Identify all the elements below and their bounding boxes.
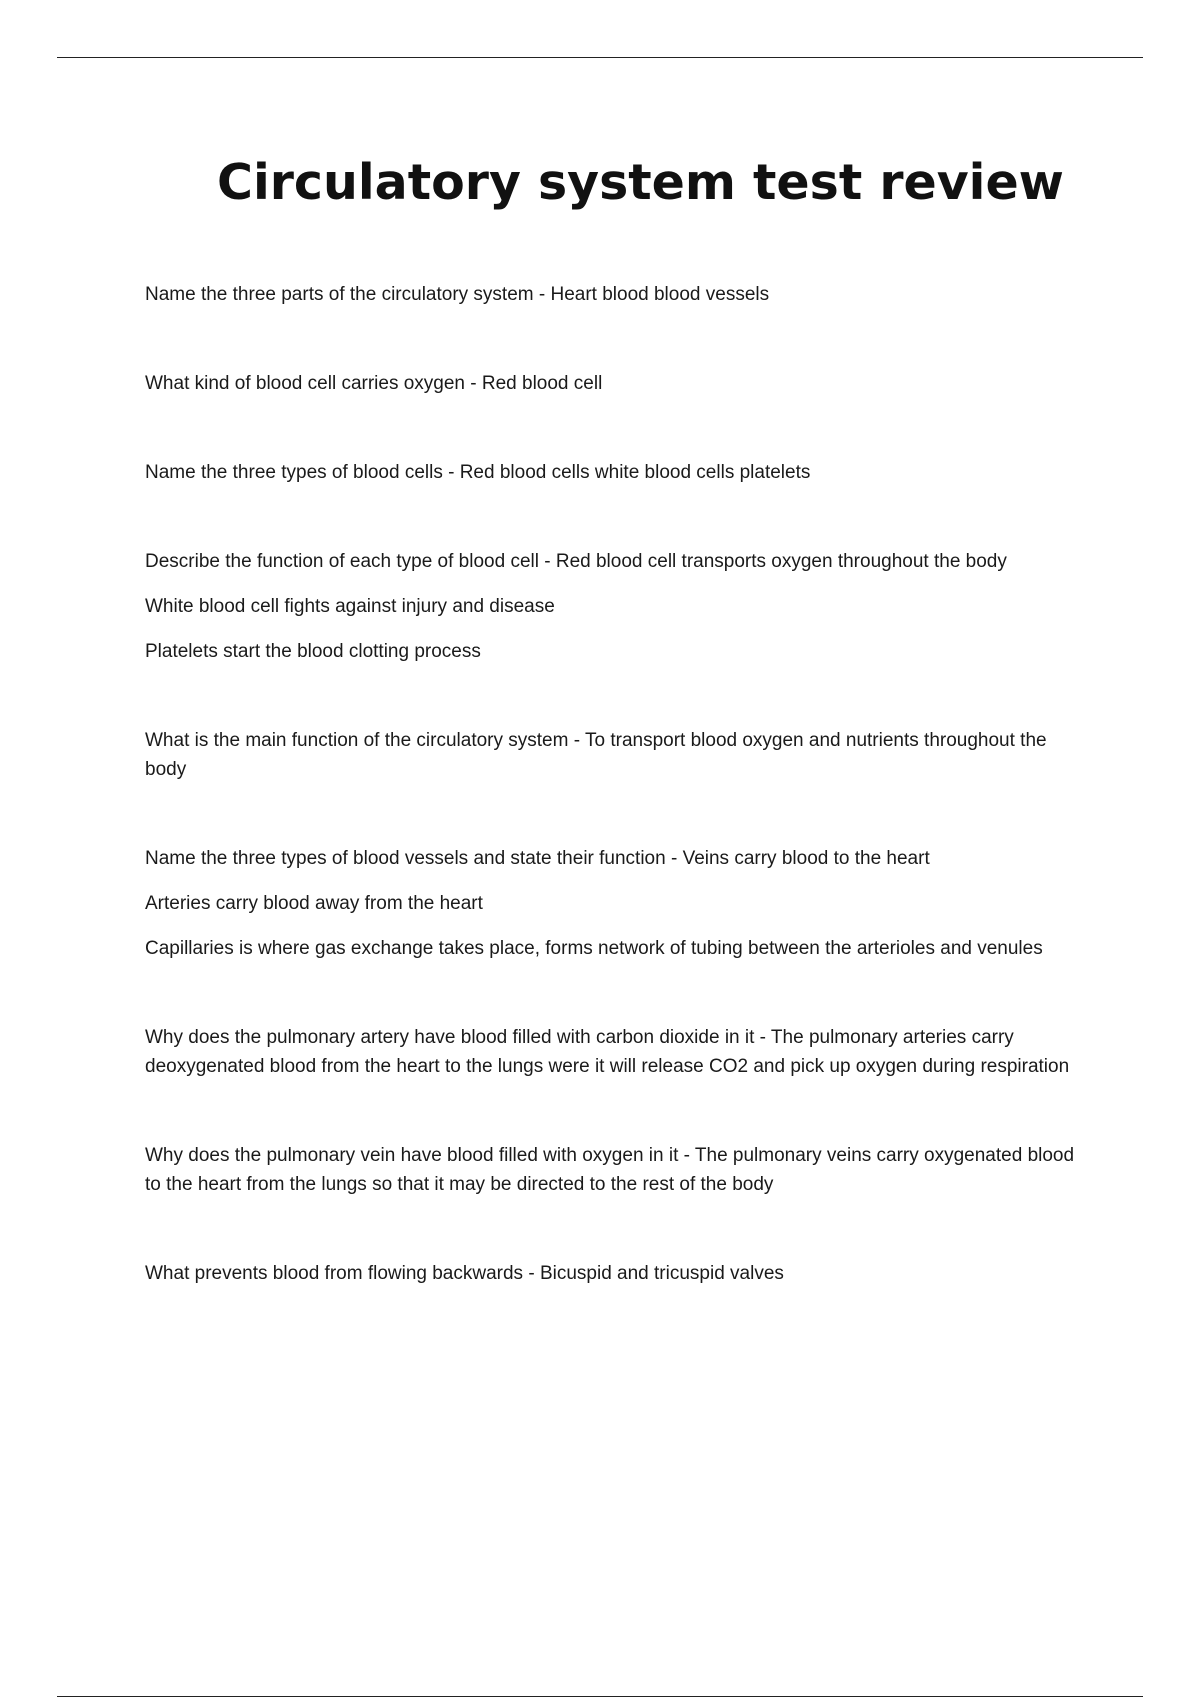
qa-line: Name the three types of blood vessels and state their function - Veins carry blood to the heart — [145, 848, 930, 869]
qa-line: Platelets start the blood clotting process — [145, 641, 481, 662]
qa-item — [145, 369, 1090, 398]
qa-item — [145, 1023, 1090, 1081]
qa-line: What kind of blood cell carries oxygen - Red blood cell — [145, 373, 603, 394]
qa-line: Describe the function of each type of blood cell - Red blood cell transports oxygen throughout the body — [145, 551, 1007, 572]
qa-item — [145, 844, 1090, 963]
qa-line: What is the main function of the circulatory system - To transport blood oxygen and nutrients throughout the body — [145, 730, 1047, 780]
page-title: Circulatory system test review — [217, 154, 1064, 211]
qa-line: Why does the pulmonary artery have blood filled with carbon dioxide in it - The pulmonary arteries carry deoxygenated blood from the heart to the lungs were it will release CO2 and pick up oxygen during respiration — [145, 1027, 1070, 1077]
qa-item — [145, 1259, 1090, 1288]
qa-line: White blood cell fights against injury and disease — [145, 596, 555, 617]
qa-line: What prevents blood from flowing backwards - Bicuspid and tricuspid valves — [145, 1263, 784, 1284]
top-rule — [57, 57, 1143, 58]
qa-line: Arteries carry blood away from the heart — [145, 893, 483, 914]
qa-item — [145, 547, 1090, 666]
question-list — [145, 280, 1090, 1348]
qa-line: Capillaries is where gas exchange takes place, forms network of tubing between the arterioles and venules — [145, 938, 1043, 959]
qa-item — [145, 280, 1090, 309]
qa-line: Name the three types of blood cells - Red blood cells white blood cells platelets — [145, 462, 811, 483]
qa-line: Name the three parts of the circulatory system - Heart blood blood vessels — [145, 284, 770, 305]
bottom-rule — [57, 1696, 1143, 1697]
qa-item — [145, 1141, 1090, 1199]
qa-item — [145, 726, 1090, 784]
qa-line: Why does the pulmonary vein have blood filled with oxygen in it - The pulmonary veins carry oxygenated blood to the heart from the lungs so that it may be directed to the rest of the body — [145, 1145, 1075, 1195]
qa-item — [145, 458, 1090, 487]
